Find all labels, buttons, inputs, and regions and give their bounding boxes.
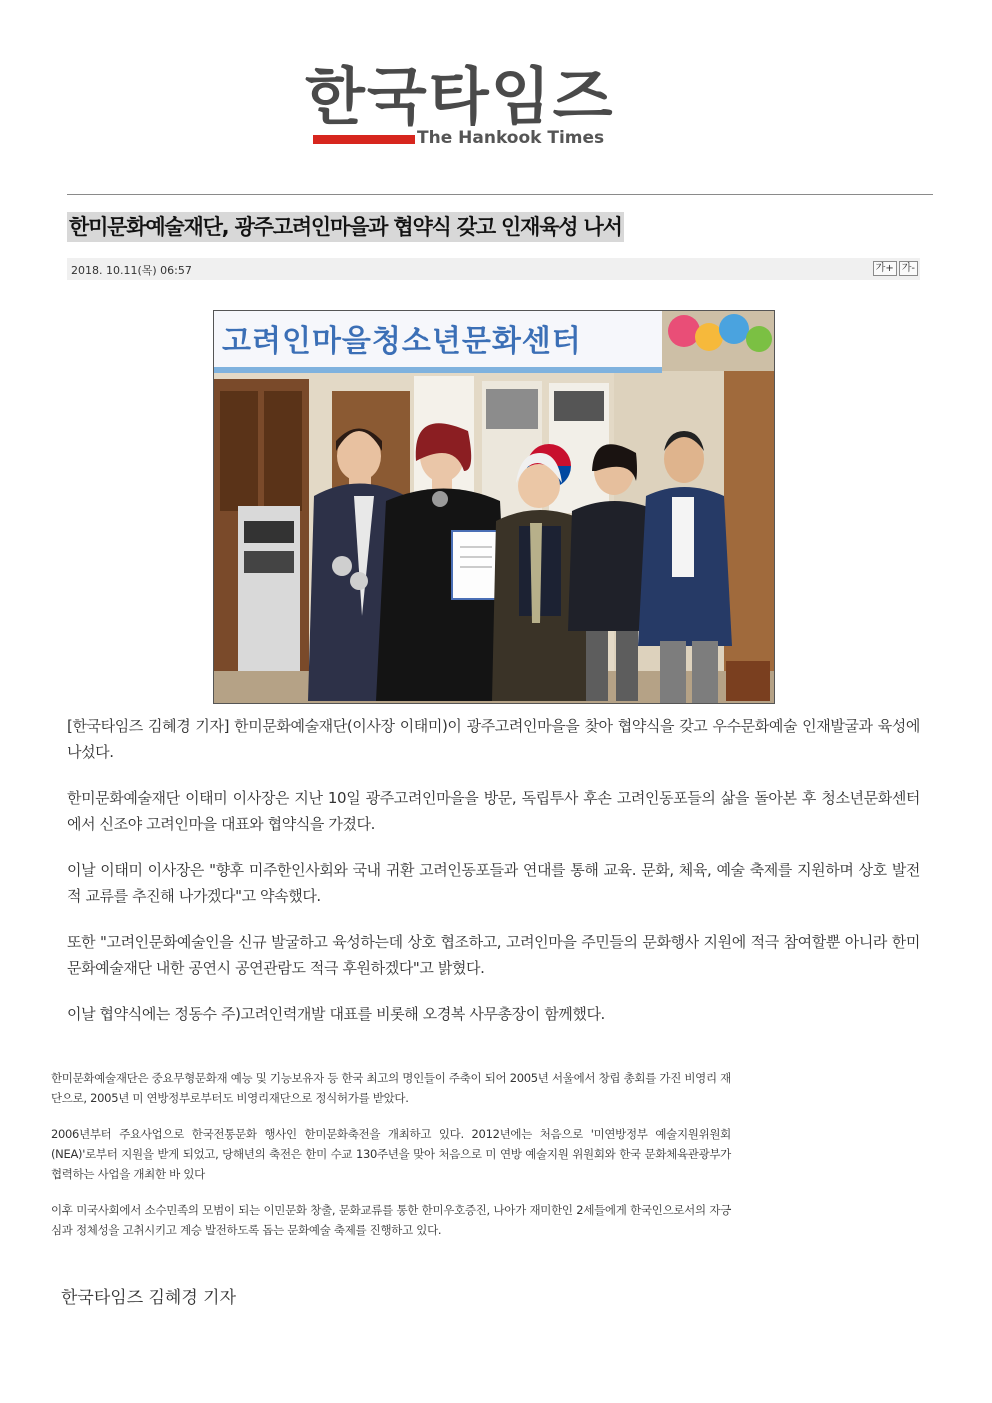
article-paragraph: 이날 이태미 이사장은 "향후 미주한인사회와 국내 귀환 고려인동포들과 연대를 통해 교육. 문화, 체육, 예술 축제를 지원하며 상호 발전적 교류를 추진해 나가겠다"고 약속했다. <box>67 861 920 905</box>
font-size-controls <box>873 261 918 276</box>
banner-text: 고려인마을청소년문화센터 <box>222 324 582 359</box>
foundation-paragraph: 한미문화예술재단은 중요무형문화재 예능 및 기능보유자 등 한국 최고의 명인들이 주축이 되어 2005년 서울에서 창립 총회를 가진 비영리 재단으로, 2005년 미 연방정부로부터도 비영리재단으로 정식허가를 받았다. <box>51 1071 731 1105</box>
article-date: 2018. 10.11(목) 06:57 <box>71 264 192 277</box>
article-meta-bar <box>67 258 920 280</box>
article-byline: 한국타임즈 김혜경 기자 <box>61 1288 237 1308</box>
article-body <box>67 713 920 1047</box>
foundation-paragraph: 2006년부터 주요사업으로 한국전통문화 행사인 한미문화축전을 개최하고 있다. 2012년에는 처음으로 '미연방정부 예술지원위원회(NEA)'로부터 지원을 받게 되었고, 당해년의 축전은 한미 수교 130주년을 맞아 처음으로 미 연방 예술지원 위원회와 한국 문화체육관광부가 협력하는 사업을 개최한 바 있다 <box>51 1127 731 1181</box>
logo-korean: 한국타임즈 <box>305 60 615 133</box>
font-decrease-button[interactable]: 가- <box>899 261 918 276</box>
article-headline: 한미문화예술재단, 광주고려인마을과 협약식 갖고 인재육성 나서 <box>69 215 622 239</box>
article-photo <box>213 310 775 704</box>
article-paragraph: 또한 "고려인문화예술인을 신규 발굴하고 육성하는데 상호 협조하고, 고려인마을 주민들의 문화행사 지원에 적극 참여할뿐 아니라 한미문화예술재단 내한 공연시 공연관람도 적극 후원하겠다"고 밝혔다. <box>67 933 920 977</box>
header-divider <box>67 194 933 195</box>
article-paragraph: 이날 협약식에는 정동수 주)고려인력개발 대표를 비롯해 오경복 사무총장이 함께했다. <box>67 1005 605 1023</box>
logo-red-bar <box>313 135 415 144</box>
headline-highlight <box>67 212 624 242</box>
foundation-paragraph: 이후 미국사회에서 소수민족의 모범이 되는 이민문화 창출, 문화교류를 통한 한미우호증진, 나아가 재미한인 2세들에게 한국인으로서의 자긍심과 정체성을 고취시키고 계승 발전하도록 돕는 문화예술 축제를 진행하고 있다. <box>51 1203 731 1237</box>
foundation-info <box>51 1068 731 1256</box>
font-increase-button[interactable]: 가+ <box>873 261 897 276</box>
article-paragraph: 한미문화예술재단 이태미 이사장은 지난 10일 광주고려인마을을 방문, 독립투사 후손 고려인동포들의 삶을 돌아본 후 청소년문화센터에서 신조야 고려인마을 대표와 협약식을 가졌다. <box>67 789 920 833</box>
masthead-logo[interactable] <box>305 60 615 157</box>
article-paragraph: [한국타임즈 김혜경 기자] 한미문화예술재단(이사장 이태미)이 광주고려인마을을 찾아 협약식을 갖고 우수문화예술 인재발굴과 육성에 나섰다. <box>67 717 920 761</box>
logo-english: The Hankook Times <box>417 128 605 148</box>
